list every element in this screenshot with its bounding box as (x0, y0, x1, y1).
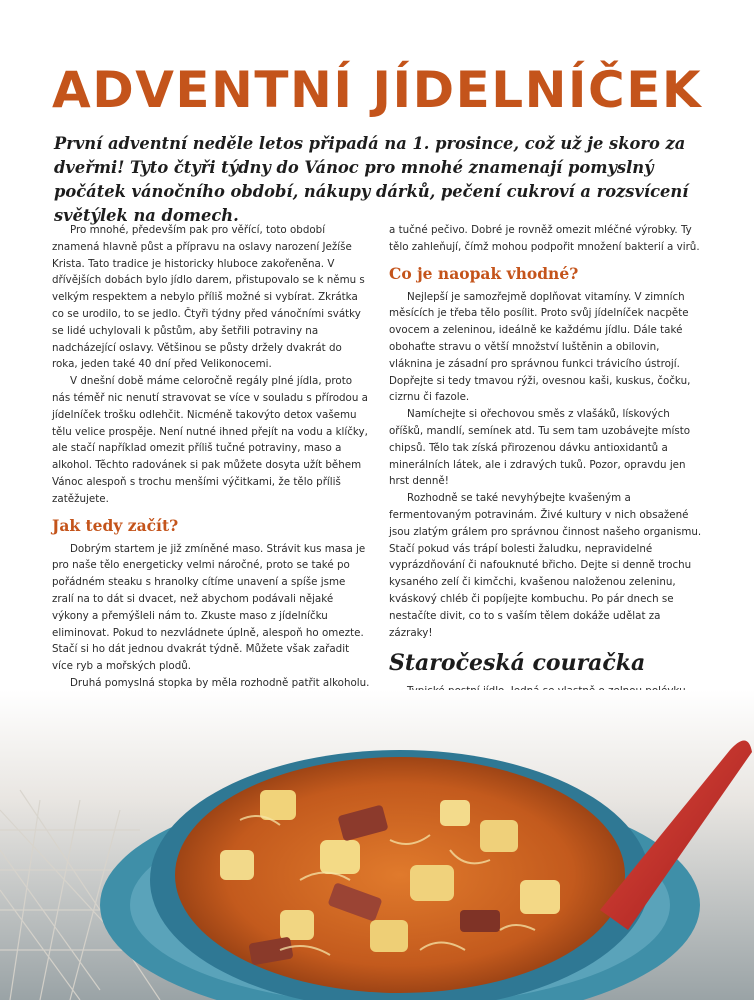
soup-photo (0, 690, 754, 1000)
section-heading-start: Jak tedy začít? (52, 515, 179, 535)
left-paragraph-1: Pro mnohé, především pak pro věřící, toto období znamená hlavně půst a přípravu na oslavy narození Ježíše Krista. Tato tradice je historicky hluboce zakořeněna. V dřívějších dobách bylo jídlo darem, přistupovalo se k němu s velkým respektem a nebylo příliš možné si vybírat. Zkrátka co se urodilo, to se jedlo. Čtyři týdny před vánočními svátky se lidé uchylovali k půstům, aby šetřili potraviny na nadcházející oslavy. Většinou se půsty držely dvakrát do roka, jeden také 40 dní před Velikonocemi. (52, 224, 365, 371)
right-paragraph-2: Nejlepší je samozřejmě doplňovat vitamíny. V zimních měsících je třeba tělo posílit. Proto svůj jídelníček nacpěte ovocem a zeleninou, ideálně ke každému jídlu. Dále také obohaťte stravu o větší množství luštěnin a obilovin, vláknina je zásadní pro správnou funkci trávicího ústrojí. Dopřejte si tedy tmavou rýži, ovesnou kaši, kuskus, čočku, cizrnu či fazole. (389, 290, 691, 404)
left-paragraph-3: Dobrým startem je již zmíněné maso. Strávit kus masa je pro naše tělo energeticky velmi náročné, proto se také po pořádném steaku s hranolky cítíme unavení a spíše jsme zralí na to dát si dvacet, než abychom podávali nějaké výkony a přemýšleli nám to. Zkuste maso z jídelníčku eliminovat. Pokud to nezvládnete úplně, alespoň ho omezte. Stačí si ho dát jednou dvakrát týdně. Můžete však zařadit více ryb a mořských plodů. (52, 542, 366, 673)
right-paragraph-3: Namíchejte si ořechovou směs z vlašáků, lískových oříšků, mandlí, semínek atd. Tu sem tam uzobávejte místo chipsů. Tělo tak získá přirozenou dávku antioxidantů a minerálních látek, ale i zdravých tuků. Pozor, opravdu jen hrst denně! (389, 408, 691, 488)
section-heading-suitable: Co je naopak vhodné? (389, 263, 579, 283)
recipe-title: Staročeská couračka (389, 650, 646, 677)
page-title: ADVENTNÍ JÍDELNÍČEK (52, 61, 703, 119)
lead-paragraph: První adventní neděle letos připadá na 1. prosince, což už je skoro za dveřmi! Tyto čtyři týdny do Vánoc pro mnohé znamenají pomyslný počátek vánočního období, nákupy dárků, pečení cukroví a rozsvícení světýlek na domech. (54, 134, 689, 225)
right-paragraph-1: a tučné pečivo. Dobré je rovněž omezit mléčné výrobky. Ty tělo zahleňují, čímž mohou podpořit množení bakterií a virů. (389, 224, 700, 253)
left-paragraph-2: V dnešní době máme celoročně regály plné jídla, proto nás téměř nic nenutí stravovat se více v souladu s přírodou a jídelníček trošku odlehčit. Nicméně takovýto detox vašemu tělu velice prospěje. Není nutné ihned přejít na vodu a klíčky, ale stačí například omezit příliš tučné potraviny, maso a alkohol. Těchto radovánek si pak můžete dosyta užít během Vánoc alespoň s trochu menšími výčitkami, že tělo příliš zatěžujete. (52, 375, 368, 505)
right-paragraph-4: Rozhodně se také nevyhýbejte kvašeným a fermentovaným potravinám. Živé kultury v nich obsažené jsou zlatým grálem pro správnou činnost našeho organismu. Stačí pokud vás trápí bolesti žaludku, nepravidelné vyprázdňování či nafouknuté břicho. Dejte si denně trochu kysaného zelí či kimčchi, kvašenou naloženou zeleninu, kváskový chléb či popíjejte kombuchu. Po pár dnech se nestačíte divit, co to s vaším tělem dokáže udělat za zázraky! (389, 492, 702, 639)
soup-bowl-illustration (0, 690, 754, 1000)
left-paragraph-4: Druhá pomyslná stopka by měla rozhodně patřit alkoholu. (70, 676, 370, 689)
